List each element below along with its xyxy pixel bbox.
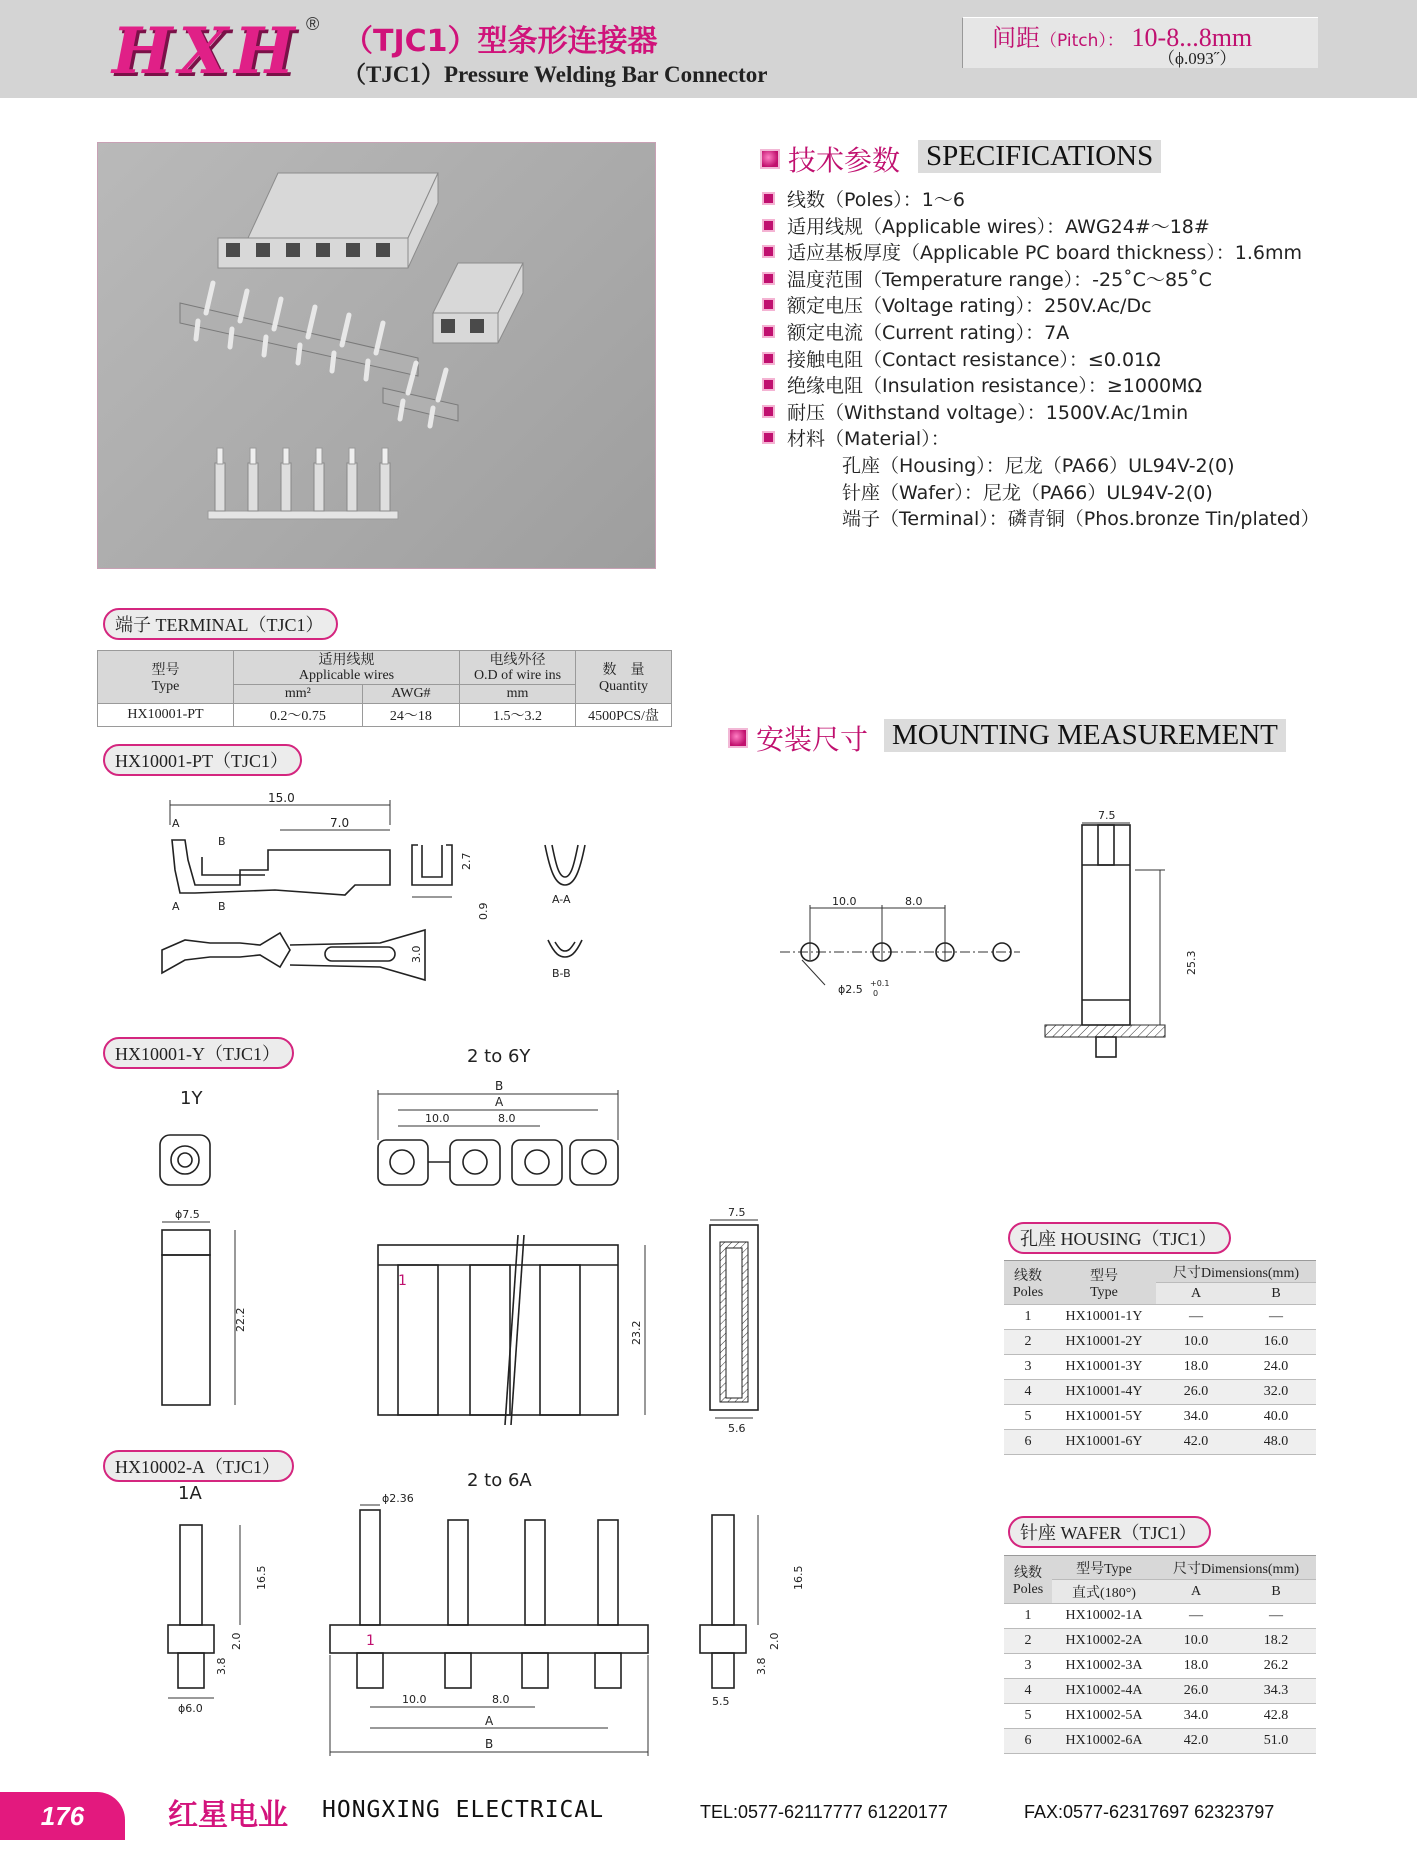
spec-heading-en: SPECIFICATIONS bbox=[918, 140, 1161, 173]
wafer-table bbox=[1004, 1555, 1316, 1754]
a-side-165: 16.5 bbox=[792, 1565, 805, 1590]
y1-dim-222: 22.2 bbox=[234, 1307, 247, 1332]
a-side-20: 2.0 bbox=[768, 1632, 781, 1650]
cell-a: 18.0 bbox=[1156, 1355, 1236, 1380]
cell-b: — bbox=[1236, 1305, 1316, 1330]
wafer-drawing bbox=[140, 1490, 860, 1760]
spec-text: 材料（Material）： bbox=[787, 428, 950, 451]
housing-label: 孔座 HOUSING（TJC1） bbox=[1008, 1222, 1231, 1254]
spec-item bbox=[762, 371, 1320, 398]
table-row bbox=[1004, 1629, 1316, 1654]
spec-item bbox=[762, 265, 1320, 292]
table-row bbox=[1004, 1679, 1316, 1704]
spec-item bbox=[762, 185, 1320, 212]
cell-b: — bbox=[1236, 1604, 1316, 1629]
mnt-dim-10: 10.0 bbox=[832, 895, 857, 908]
sec-b-bot: B bbox=[218, 900, 226, 913]
table-row bbox=[1004, 1604, 1316, 1629]
y-dim-10: 10.0 bbox=[425, 1112, 450, 1125]
y-dim-8: 8.0 bbox=[498, 1112, 516, 1125]
housing-drawing bbox=[140, 1070, 870, 1450]
spec-item bbox=[762, 291, 1320, 318]
h-th-poles-en: Poles bbox=[1012, 1284, 1044, 1300]
housing-table bbox=[1004, 1260, 1316, 1455]
cell-a: 26.0 bbox=[1156, 1380, 1236, 1405]
bullet-icon bbox=[762, 325, 775, 338]
th-awg: AWG# bbox=[362, 685, 459, 704]
cell-type: HX10002-5A bbox=[1052, 1704, 1156, 1729]
w-th-poles-cn: 线数 bbox=[1014, 1565, 1042, 1581]
dim-15: 15.0 bbox=[268, 791, 295, 805]
y1-dia: ϕ7.5 bbox=[175, 1208, 200, 1221]
wafer-label: 针座 WAFER（TJC1） bbox=[1008, 1516, 1211, 1548]
th-wire bbox=[234, 651, 460, 685]
h-th-poles-cn: 线数 bbox=[1014, 1268, 1042, 1284]
dim-7: 7.0 bbox=[330, 816, 350, 830]
a1-dia: ϕ6.0 bbox=[178, 1702, 203, 1715]
spec-item bbox=[762, 398, 1320, 425]
pitch-cn: 间距 bbox=[992, 24, 1040, 52]
a1-dim-165: 16.5 bbox=[255, 1565, 268, 1590]
h-th-type-en: Type bbox=[1090, 1284, 1118, 1300]
spec-item bbox=[762, 212, 1320, 239]
cell-a: — bbox=[1156, 1305, 1236, 1330]
a-dim-8: 8.0 bbox=[492, 1693, 510, 1706]
a-pin1-mark: 1 bbox=[366, 1633, 375, 1649]
h-th-type bbox=[1052, 1261, 1156, 1305]
mnt-dim-253: 25.3 bbox=[1185, 950, 1198, 975]
mounting-drawing bbox=[780, 800, 1240, 1100]
spec-item bbox=[762, 318, 1320, 345]
h-th-poles bbox=[1004, 1261, 1052, 1305]
cell-poles: 5 bbox=[1004, 1405, 1052, 1430]
y-dim-232: 23.2 bbox=[630, 1320, 643, 1345]
a-side-55: 5.5 bbox=[712, 1695, 730, 1708]
terminal-table bbox=[97, 650, 672, 727]
w-th-poles-en: Poles bbox=[1012, 1581, 1044, 1597]
cell-type: HX10002-2A bbox=[1052, 1629, 1156, 1654]
cell-a: — bbox=[1156, 1604, 1236, 1629]
mounting-heading-icon bbox=[728, 728, 748, 748]
w-th-a: A bbox=[1156, 1580, 1236, 1604]
cell-type: HX10002-4A bbox=[1052, 1679, 1156, 1704]
a-one-label: 1A bbox=[178, 1483, 202, 1504]
cell-b: 24.0 bbox=[1236, 1355, 1316, 1380]
table-row bbox=[1004, 1405, 1316, 1430]
spec-text: 线数（Poles）：1～6 bbox=[787, 189, 965, 211]
bullet-icon bbox=[762, 298, 775, 311]
h-th-a: A bbox=[1156, 1283, 1236, 1305]
a-dim-a: A bbox=[485, 1714, 494, 1728]
y-many-label: 2 to 6Y bbox=[467, 1046, 531, 1067]
cell-b: 18.2 bbox=[1236, 1629, 1316, 1654]
product-illustration bbox=[98, 143, 655, 568]
cell-b: 26.2 bbox=[1236, 1654, 1316, 1679]
title-english: （TJC1）Pressure Welding Bar Connector bbox=[343, 62, 768, 87]
y-one-label: 1Y bbox=[180, 1088, 203, 1109]
cell-poles: 1 bbox=[1004, 1305, 1052, 1330]
spec-item bbox=[762, 238, 1320, 265]
spec-item bbox=[762, 424, 1320, 451]
cell-od: 1.5～3.2 bbox=[460, 703, 576, 726]
cell-b: 51.0 bbox=[1236, 1729, 1316, 1754]
spec-text: 温度范围（Temperature range）：-25˚C～85˚C bbox=[787, 268, 1212, 291]
spec-item bbox=[762, 345, 1320, 372]
title-chinese: （TJC1）型条形连接器 bbox=[343, 24, 658, 59]
cell-type: HX10001-PT bbox=[98, 703, 234, 726]
cell-a: 42.0 bbox=[1156, 1729, 1236, 1754]
w-th-poles bbox=[1004, 1556, 1052, 1604]
mnt-tol-zero: 0 bbox=[873, 989, 879, 998]
spec-text: 适用线规（Applicable wires）：AWG24#～18# bbox=[787, 215, 1210, 238]
y-dim-a: A bbox=[495, 1095, 504, 1109]
sec-b-top: B bbox=[218, 835, 226, 848]
bullet-icon bbox=[762, 192, 775, 205]
th-od bbox=[460, 651, 576, 685]
pitch-label: （Pitch）： bbox=[1040, 31, 1124, 51]
spec-heading-icon bbox=[760, 149, 780, 169]
cell-a: 10.0 bbox=[1156, 1629, 1236, 1654]
spec-text: 耐压（Withstand voltage）：1500V.Ac/1min bbox=[787, 401, 1189, 424]
pitch-sub: （ϕ.093˝） bbox=[1158, 49, 1237, 68]
w-th-type: 型号Type bbox=[1052, 1556, 1156, 1580]
page-number: 176 bbox=[0, 1792, 125, 1840]
dim-09: 0.9 bbox=[477, 902, 490, 920]
mnt-dim-8: 8.0 bbox=[905, 895, 923, 908]
fax: FAX:0577-62317697 62323797 bbox=[1024, 1802, 1275, 1822]
cell-a: 26.0 bbox=[1156, 1679, 1236, 1704]
mounting-heading-cn: 安装尺寸 bbox=[756, 723, 869, 756]
th-mm: mm bbox=[460, 685, 576, 704]
material-item: 针座（Wafer）：尼龙（PA66）UL94V-2(0) bbox=[842, 481, 1213, 504]
cell-b: 48.0 bbox=[1236, 1430, 1316, 1455]
cell-poles: 3 bbox=[1004, 1355, 1052, 1380]
section-aa: A-A bbox=[552, 893, 571, 906]
section-bb: B-B bbox=[552, 967, 571, 980]
material-item: 端子（Terminal）：磷青铜（Phos.bronze Tin/plated） bbox=[842, 508, 1320, 531]
a-side-38: 3.8 bbox=[755, 1657, 768, 1675]
y-side-75: 7.5 bbox=[728, 1206, 746, 1219]
cell-a: 34.0 bbox=[1156, 1704, 1236, 1729]
w-th-b: B bbox=[1236, 1580, 1316, 1604]
cell-type: HX10001-2Y bbox=[1052, 1330, 1156, 1355]
product-photo bbox=[97, 142, 656, 569]
pt-label: HX10001-PT（TJC1） bbox=[103, 744, 302, 776]
a-label: HX10002-A（TJC1） bbox=[103, 1450, 294, 1482]
mnt-tol-plus: +0.1 bbox=[870, 979, 890, 988]
bullet-icon bbox=[762, 431, 775, 444]
table-row bbox=[1004, 1704, 1316, 1729]
th-wire-en: Applicable wires bbox=[298, 667, 395, 683]
pitch-value: 10-8...8mm bbox=[1131, 23, 1253, 52]
cell-type: HX10001-1Y bbox=[1052, 1305, 1156, 1330]
spec-text: 额定电流（Current rating）：7A bbox=[787, 321, 1070, 344]
cell-type: HX10002-1A bbox=[1052, 1604, 1156, 1629]
th-od-cn: 电线外径 bbox=[489, 652, 546, 668]
cell-a: 10.0 bbox=[1156, 1330, 1236, 1355]
w-th-style: 直式(180°) bbox=[1052, 1580, 1156, 1604]
material-item: 孔座（Housing）：尼龙（PA66）UL94V-2(0) bbox=[842, 454, 1235, 477]
y-label: HX10001-Y（TJC1） bbox=[103, 1037, 294, 1069]
terminal-label: 端子 TERMINAL（TJC1） bbox=[103, 608, 338, 640]
a-dim-10: 10.0 bbox=[402, 1693, 427, 1706]
cell-poles: 3 bbox=[1004, 1654, 1052, 1679]
th-qty bbox=[576, 651, 672, 704]
h-th-type-cn: 型号 bbox=[1090, 1268, 1118, 1284]
a1-dim-38: 3.8 bbox=[215, 1657, 228, 1675]
table-row bbox=[1004, 1305, 1316, 1330]
cell-poles: 6 bbox=[1004, 1729, 1052, 1754]
a-dia-236: ϕ2.36 bbox=[382, 1492, 414, 1505]
cell-type: HX10002-6A bbox=[1052, 1729, 1156, 1754]
th-type-cn: 型号 bbox=[151, 662, 180, 678]
th-wire-cn: 适用线规 bbox=[318, 652, 375, 668]
bullet-icon bbox=[762, 245, 775, 258]
cell-poles: 4 bbox=[1004, 1679, 1052, 1704]
cell-b: 16.0 bbox=[1236, 1330, 1316, 1355]
th-type-en: Type bbox=[151, 678, 180, 694]
th-type bbox=[98, 651, 234, 704]
telephone: TEL:0577-62117777 61220177 bbox=[700, 1802, 948, 1822]
a-dim-b: B bbox=[485, 1737, 494, 1751]
cell-poles: 2 bbox=[1004, 1629, 1052, 1654]
table-row bbox=[1004, 1380, 1316, 1405]
th-qty-cn: 数 量 bbox=[602, 662, 645, 678]
company-name-cn: 红星电业 bbox=[168, 1798, 288, 1833]
w-th-dim: 尺寸Dimensions(mm) bbox=[1156, 1556, 1316, 1580]
cell-b: 32.0 bbox=[1236, 1380, 1316, 1405]
bullet-icon bbox=[762, 405, 775, 418]
cell-a: 42.0 bbox=[1156, 1430, 1236, 1455]
mnt-dim-75: 7.5 bbox=[1098, 809, 1116, 822]
y-dim-b: B bbox=[495, 1079, 504, 1093]
table-row bbox=[1004, 1430, 1316, 1455]
mnt-hole: ϕ2.5 bbox=[838, 983, 863, 996]
cell-poles: 2 bbox=[1004, 1330, 1052, 1355]
table-row bbox=[1004, 1355, 1316, 1380]
cell-type: HX10001-3Y bbox=[1052, 1355, 1156, 1380]
spec-list bbox=[762, 185, 1320, 531]
mounting-heading-en: MOUNTING MEASUREMENT bbox=[884, 719, 1286, 752]
cell-awg: 24～18 bbox=[362, 703, 459, 726]
cell-type: HX10001-4Y bbox=[1052, 1380, 1156, 1405]
spec-heading-cn: 技术参数 bbox=[788, 144, 901, 177]
bullet-icon bbox=[762, 378, 775, 391]
a-many-label: 2 to 6A bbox=[467, 1470, 532, 1491]
a1-dim-20: 2.0 bbox=[230, 1632, 243, 1650]
y-pin1-mark: 1 bbox=[398, 1273, 407, 1289]
cell-b: 42.8 bbox=[1236, 1704, 1316, 1729]
th-od-en: O.D of wire ins bbox=[473, 667, 562, 683]
spec-text: 接触电阻（Contact resistance）：≤0.01Ω bbox=[787, 348, 1161, 371]
spec-text: 绝缘电阻（Insulation resistance）：≥1000MΩ bbox=[787, 375, 1203, 398]
cell-qty: 4500PCS/盘 bbox=[576, 703, 672, 726]
bullet-icon bbox=[762, 272, 775, 285]
cell-poles: 1 bbox=[1004, 1604, 1052, 1629]
brand-logo: HXH bbox=[112, 14, 301, 89]
cell-poles: 5 bbox=[1004, 1704, 1052, 1729]
sec-a-bot: A bbox=[172, 900, 180, 913]
cell-type: HX10001-5Y bbox=[1052, 1405, 1156, 1430]
th-mm2: mm² bbox=[234, 685, 363, 704]
spec-text: 适应基板厚度（Applicable PC board thickness）：1.6mm bbox=[787, 242, 1302, 265]
table-row bbox=[1004, 1330, 1316, 1355]
bullet-icon bbox=[762, 219, 775, 232]
y-side-56: 5.6 bbox=[728, 1422, 746, 1435]
spec-text: 额定电压（Voltage rating）：250V.Ac/Dc bbox=[787, 295, 1152, 318]
cell-mm2: 0.2～0.75 bbox=[234, 703, 363, 726]
terminal-drawing bbox=[150, 785, 630, 1010]
table-row bbox=[1004, 1729, 1316, 1754]
th-qty-en: Quantity bbox=[599, 678, 648, 694]
h-th-b: B bbox=[1236, 1283, 1316, 1305]
company-name-en: HONGXING ELECTRICAL bbox=[322, 1797, 605, 1823]
cell-a: 34.0 bbox=[1156, 1405, 1236, 1430]
h-th-dim: 尺寸Dimensions(mm) bbox=[1156, 1261, 1316, 1283]
cell-a: 18.0 bbox=[1156, 1654, 1236, 1679]
dim-30: 3.0 bbox=[410, 945, 423, 963]
cell-b: 34.3 bbox=[1236, 1679, 1316, 1704]
table-row bbox=[1004, 1654, 1316, 1679]
cell-poles: 6 bbox=[1004, 1430, 1052, 1455]
cell-type: HX10002-3A bbox=[1052, 1654, 1156, 1679]
cell-b: 40.0 bbox=[1236, 1405, 1316, 1430]
cell-type: HX10001-6Y bbox=[1052, 1430, 1156, 1455]
registered-mark: ® bbox=[306, 14, 320, 34]
cell-poles: 4 bbox=[1004, 1380, 1052, 1405]
dim-27: 2.7 bbox=[460, 852, 473, 870]
sec-a-top: A bbox=[172, 817, 180, 830]
bullet-icon bbox=[762, 352, 775, 365]
